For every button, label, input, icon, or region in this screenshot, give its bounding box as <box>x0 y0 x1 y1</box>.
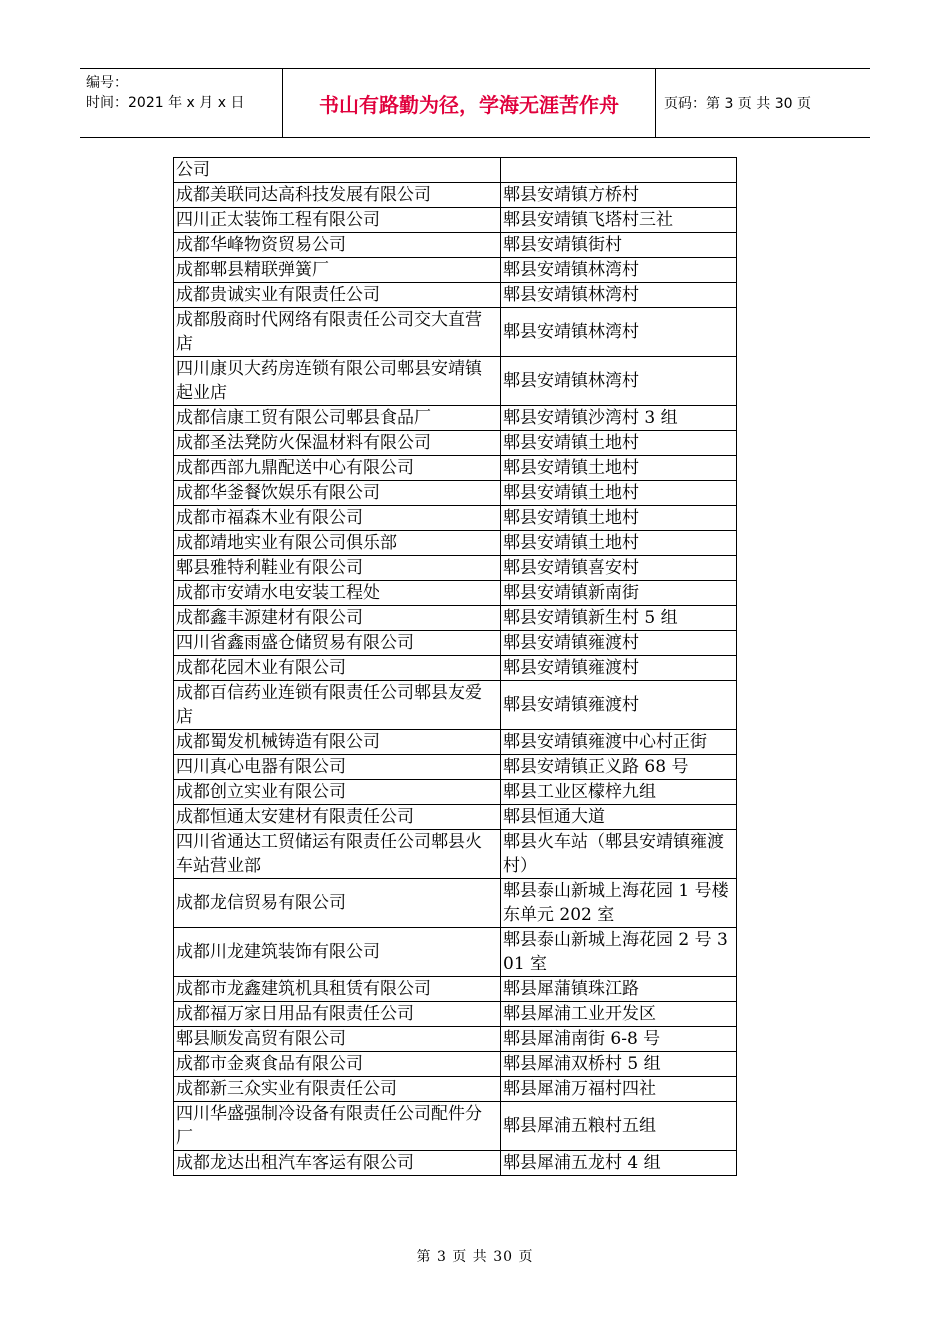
header-page-info: 页码：第 3 页 共 30 页 <box>664 96 811 112</box>
address-cell: 郫县泰山新城上海花园 1 号楼东单元 202 室 <box>501 879 737 928</box>
address-cell: 郫县安靖镇土地村 <box>501 531 737 556</box>
table-row <box>174 631 737 656</box>
company-name-cell: 成都市龙鑫建筑机具租赁有限公司 <box>174 977 501 1002</box>
table-row <box>174 1027 737 1052</box>
table-row <box>174 531 737 556</box>
address-cell: 郫县犀浦工业开发区 <box>501 1002 737 1027</box>
page-footer: 第 3 页 共 30 页 <box>416 1249 534 1265</box>
company-name-cell: 四川康贝大药房连锁有限公司郫县安靖镇起业店 <box>174 357 501 406</box>
company-name-cell: 成都蜀发机械铸造有限公司 <box>174 730 501 755</box>
company-name-cell: 成都华峰物资贸易公司 <box>174 233 501 258</box>
company-name-cell: 成都贵诚实业有限责任公司 <box>174 283 501 308</box>
company-name-cell: 成都花园木业有限公司 <box>174 656 501 681</box>
table-row <box>174 183 737 208</box>
table-row <box>174 805 737 830</box>
company-name-cell: 成都华釜餐饮娱乐有限公司 <box>174 481 501 506</box>
address-cell: 郫县安靖镇土地村 <box>501 481 737 506</box>
address-cell: 郫县安靖镇土地村 <box>501 456 737 481</box>
table-row <box>174 357 737 406</box>
address-cell: 郫县犀浦双桥村 5 组 <box>501 1052 737 1077</box>
table-row <box>174 233 737 258</box>
address-cell: 郫县安靖镇雍渡村 <box>501 656 737 681</box>
document-date: 时间：2021 年 x 月 x 日 <box>86 95 245 111</box>
address-cell: 郫县安靖镇林湾村 <box>501 357 737 406</box>
address-cell: 郫县犀浦五龙村 4 组 <box>501 1151 737 1176</box>
company-name-cell: 四川省鑫雨盛仓储贸易有限公司 <box>174 631 501 656</box>
company-name-cell: 成都西部九鼎配送中心有限公司 <box>174 456 501 481</box>
company-name-cell: 成都福万家日用品有限责任公司 <box>174 1002 501 1027</box>
company-name-cell: 成都靖地实业有限公司俱乐部 <box>174 531 501 556</box>
company-name-cell: 成都市金爽食品有限公司 <box>174 1052 501 1077</box>
company-name-cell: 公司 <box>174 158 501 183</box>
company-name-cell: 成都创立实业有限公司 <box>174 780 501 805</box>
table-row <box>174 406 737 431</box>
table-row <box>174 581 737 606</box>
address-cell: 郫县安靖镇正义路 68 号 <box>501 755 737 780</box>
address-cell: 郫县安靖镇土地村 <box>501 431 737 456</box>
table-row <box>174 928 737 977</box>
table-row <box>174 681 737 730</box>
table-row <box>174 730 737 755</box>
table-row <box>174 1002 737 1027</box>
address-cell: 郫县安靖镇喜安村 <box>501 556 737 581</box>
company-name-cell: 成都殷商时代网络有限责任公司交大直营店 <box>174 308 501 357</box>
company-name-cell: 成都圣法凳防火保温材料有限公司 <box>174 431 501 456</box>
company-name-cell: 四川真心电器有限公司 <box>174 755 501 780</box>
table-row <box>174 481 737 506</box>
table-row <box>174 506 737 531</box>
table-row <box>174 780 737 805</box>
table-row <box>174 158 737 183</box>
address-cell: 郫县安靖镇沙湾村 3 组 <box>501 406 737 431</box>
address-cell: 郫县安靖镇街村 <box>501 233 737 258</box>
address-cell: 郫县火车站（郫县安靖镇雍渡村） <box>501 830 737 879</box>
company-address-table <box>173 157 737 1176</box>
table-row <box>174 1052 737 1077</box>
table-row <box>174 879 737 928</box>
address-cell: 郫县安靖镇方桥村 <box>501 183 737 208</box>
address-cell: 郫县工业区檬梓九组 <box>501 780 737 805</box>
table-row <box>174 755 737 780</box>
company-name-cell: 四川华盛强制冷设备有限责任公司配件分厂 <box>174 1102 501 1151</box>
address-cell: 郫县安靖镇雍渡村 <box>501 631 737 656</box>
table-row <box>174 258 737 283</box>
address-cell: 郫县安靖镇飞塔村三社 <box>501 208 737 233</box>
address-cell: 郫县犀浦南街 6-8 号 <box>501 1027 737 1052</box>
address-cell: 郫县泰山新城上海花园 2 号 301 室 <box>501 928 737 977</box>
table-row <box>174 1077 737 1102</box>
address-cell: 郫县安靖镇土地村 <box>501 506 737 531</box>
header-meta <box>80 69 282 137</box>
company-name-cell: 郫县雅特利鞋业有限公司 <box>174 556 501 581</box>
company-name-cell: 成都龙信贸易有限公司 <box>174 879 501 928</box>
address-cell <box>501 158 737 183</box>
table-row <box>174 1151 737 1176</box>
address-cell: 郫县安靖镇林湾村 <box>501 258 737 283</box>
page-header <box>80 68 870 138</box>
address-cell: 郫县犀蒲镇珠江路 <box>501 977 737 1002</box>
address-cell: 郫县安靖镇林湾村 <box>501 283 737 308</box>
table-row <box>174 1102 737 1151</box>
table-row <box>174 606 737 631</box>
table-row <box>174 977 737 1002</box>
address-cell: 郫县恒通大道 <box>501 805 737 830</box>
company-name-cell: 四川省通达工贸储运有限责任公司郫县火车站营业部 <box>174 830 501 879</box>
company-name-cell: 成都新三众实业有限责任公司 <box>174 1077 501 1102</box>
table-row <box>174 431 737 456</box>
company-name-cell: 成都龙达出租汽车客运有限公司 <box>174 1151 501 1176</box>
table-row <box>174 830 737 879</box>
table-body <box>174 158 737 1176</box>
address-cell: 郫县安靖镇新南街 <box>501 581 737 606</box>
table-row <box>174 656 737 681</box>
table-row <box>174 283 737 308</box>
company-name-cell: 成都川龙建筑装饰有限公司 <box>174 928 501 977</box>
company-name-cell: 成都信康工贸有限公司郫县食品厂 <box>174 406 501 431</box>
address-cell: 郫县犀浦五粮村五组 <box>501 1102 737 1151</box>
table-row <box>174 556 737 581</box>
address-cell: 郫县安靖镇林湾村 <box>501 308 737 357</box>
company-name-cell: 四川正太装饰工程有限公司 <box>174 208 501 233</box>
company-name-cell: 成都市安靖水电安装工程处 <box>174 581 501 606</box>
company-name-cell: 成都鑫丰源建材有限公司 <box>174 606 501 631</box>
address-cell: 郫县犀浦万福村四社 <box>501 1077 737 1102</box>
header-motto: 书山有路勤为径，学海无涯苦作舟 <box>282 69 656 137</box>
company-name-cell: 郫县顺发高贸有限公司 <box>174 1027 501 1052</box>
document-number-label: 编号： <box>86 75 128 91</box>
table-row <box>174 456 737 481</box>
company-name-cell: 成都美联同达高科技发展有限公司 <box>174 183 501 208</box>
company-name-cell: 成都恒通太安建材有限责任公司 <box>174 805 501 830</box>
address-cell: 郫县安靖镇新生村 5 组 <box>501 606 737 631</box>
company-name-cell: 成都郫县精联弹簧厂 <box>174 258 501 283</box>
address-cell: 郫县安靖镇雍渡村 <box>501 681 737 730</box>
company-name-cell: 成都百信药业连锁有限责任公司郫县友爱店 <box>174 681 501 730</box>
address-cell: 郫县安靖镇雍渡中心村正街 <box>501 730 737 755</box>
company-name-cell: 成都市福森木业有限公司 <box>174 506 501 531</box>
table-row <box>174 308 737 357</box>
table-row <box>174 208 737 233</box>
